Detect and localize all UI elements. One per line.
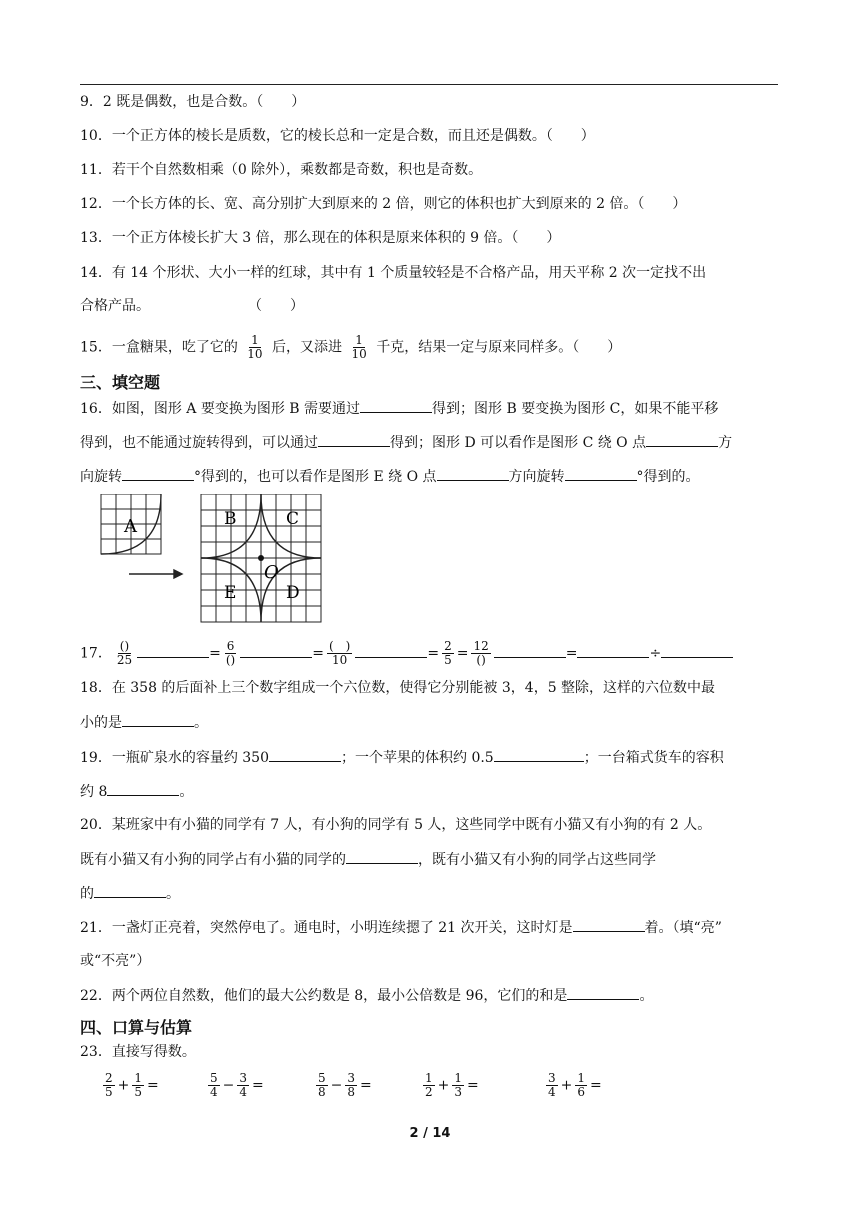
answer-blank[interactable] xyxy=(567,985,639,1000)
label-b: B xyxy=(224,509,237,529)
frac-a xyxy=(546,1072,558,1099)
num: 3 xyxy=(548,1071,556,1085)
divide-sign: ÷ xyxy=(649,645,662,662)
frac-b xyxy=(575,1072,587,1099)
question-16-line3 xyxy=(80,466,700,487)
question-22 xyxy=(80,985,653,1006)
num: 3 xyxy=(239,1071,248,1085)
num: 3 xyxy=(347,1071,356,1085)
equals-sign: = xyxy=(456,645,469,662)
label-o: O xyxy=(264,562,279,583)
answer-blank[interactable] xyxy=(646,432,718,447)
q17-f5-num: 12 xyxy=(473,639,489,653)
label-c: C xyxy=(286,509,300,529)
question-19-line2 xyxy=(80,781,193,802)
q16-l2b: 得到；图形 D 可以看作是图形 C 绕 O 点 xyxy=(390,435,647,451)
q20-l3a: 的 xyxy=(80,886,94,902)
den: 2 xyxy=(425,1085,433,1099)
header-rule xyxy=(80,84,778,85)
operator: + xyxy=(437,1077,450,1094)
q17-f2-den: () xyxy=(225,653,236,667)
question-9: 9．2 既是偶数，也是合数。（ ） xyxy=(80,94,306,110)
frac-b xyxy=(345,1072,357,1099)
q15-text-post: 千克，结果一定与原来同样多。（ ） xyxy=(376,339,622,356)
q22-end: 。 xyxy=(639,988,654,1004)
section-4-heading: 四、口算与估算 xyxy=(80,1018,193,1037)
question-18-line2 xyxy=(80,712,208,733)
q21-l1a: 21．一盏灯正亮着，突然停电了。通电时，小明连续摁了 21 次开关，这时灯是 xyxy=(80,920,573,936)
q17-f1-den: 25 xyxy=(116,653,133,667)
frac-b xyxy=(452,1072,464,1099)
label-a: A xyxy=(124,516,137,537)
equals-sign: = xyxy=(209,645,221,662)
q16-l3d: °得到的。 xyxy=(636,469,700,485)
arith-item xyxy=(543,1072,602,1099)
section-3-heading: 三、填空题 xyxy=(80,373,161,392)
q16-l1a: 16．如图，图形 A 要变换为图形 B 需要通过 xyxy=(80,401,361,417)
question-19-line1 xyxy=(80,747,724,768)
q19-l1b: ；一个苹果的体积约 0.5 xyxy=(341,750,494,766)
answer-blank[interactable] xyxy=(494,643,566,658)
answer-blank[interactable] xyxy=(137,643,209,658)
question-23: 23．直接写得数。 xyxy=(80,1044,196,1060)
arith-item xyxy=(313,1072,372,1099)
den: 4 xyxy=(548,1085,556,1099)
q15-text-pre: 15．一盒糖果，吃了它的 xyxy=(80,339,238,356)
operator: + xyxy=(560,1077,573,1094)
q22-text: 22．两个两位自然数，他们的最大公约数是 8，最小公倍数是 96，它们的和是 xyxy=(80,988,568,1004)
answer-blank[interactable] xyxy=(577,643,649,658)
page-number: 2 / 14 xyxy=(409,1126,451,1141)
question-18-line1: 18．在 358 的后面补上三个数字组成一个六位数，使得它分别能被 3，4，5 整除，这样的六位数中最 xyxy=(80,680,716,696)
answer-blank[interactable] xyxy=(122,712,194,727)
q18-l2b: 。 xyxy=(194,715,208,731)
question-14-line2: 合格产品。 （ ） xyxy=(80,298,304,314)
den: 4 xyxy=(210,1085,218,1099)
q17-label: 17． xyxy=(80,645,112,662)
question-11: 11．若干个自然数相乘（0 除外），乘数都是奇数，积也是奇数。 xyxy=(80,162,483,178)
question-16-line2 xyxy=(80,432,732,453)
den: 4 xyxy=(239,1085,248,1099)
q16-l3a: 向旋转 xyxy=(80,469,122,485)
answer-blank[interactable] xyxy=(360,398,432,413)
q17-frac-4 xyxy=(442,640,454,667)
answer-blank[interactable] xyxy=(94,883,166,898)
q15-fraction-1 xyxy=(245,334,264,361)
answer-blank[interactable] xyxy=(122,466,194,481)
equals-sign: = xyxy=(360,1077,372,1094)
q20-l2b: ，既有小猫又有小狗的同学占这些同学 xyxy=(418,852,656,868)
q18-l2a: 小的是 xyxy=(80,715,122,731)
num: 1 xyxy=(454,1071,463,1085)
answer-blank[interactable] xyxy=(107,781,179,796)
q15-frac1-den: 10 xyxy=(247,347,263,361)
q17-frac-3 xyxy=(327,640,352,667)
operator: − xyxy=(330,1077,343,1094)
equals-sign: = xyxy=(565,645,578,662)
den: 3 xyxy=(454,1085,463,1099)
question-13: 13．一个正方体棱长扩大 3 倍，那么现在的体积是原来体积的 9 倍。（ ） xyxy=(80,230,561,246)
q17-f3-num: ( ) xyxy=(328,639,351,653)
question-16-line1 xyxy=(80,398,718,419)
operator: − xyxy=(222,1077,235,1094)
q15-frac1-num: 1 xyxy=(251,333,259,347)
frac-b xyxy=(132,1072,144,1099)
q15-frac2-num: 1 xyxy=(355,333,363,347)
q16-l1b: 得到；图形 B 要变换为图形 C，如果不能平移 xyxy=(432,401,719,417)
question-21-line1 xyxy=(80,917,722,938)
answer-blank[interactable] xyxy=(437,466,509,481)
den: 5 xyxy=(105,1085,113,1099)
question-14-line1: 14．有 14 个形状、大小一样的红球，其中有 1 个质量较轻是不合格产品，用天平称 2 次一定找不出 xyxy=(80,265,707,281)
q20-l2a: 既有小猫又有小狗的同学占有小猫的同学的 xyxy=(80,852,346,868)
equals-sign: = xyxy=(427,645,440,662)
q17-f4-num: 2 xyxy=(444,639,452,653)
num: 5 xyxy=(318,1071,326,1085)
q19-l2a: 约 8 xyxy=(80,784,108,800)
q16-l2c: 方 xyxy=(718,435,733,451)
question-20-line2 xyxy=(80,849,656,870)
frac-b xyxy=(237,1072,249,1099)
q16-l2a: 得到，也不能通过旋转得到，可以通过 xyxy=(80,435,318,451)
equals-sign: = xyxy=(467,1077,479,1094)
answer-blank[interactable] xyxy=(565,466,637,481)
arith-item xyxy=(205,1072,264,1099)
den: 8 xyxy=(347,1085,356,1099)
point-o xyxy=(258,555,264,561)
q20-l3b: 。 xyxy=(166,886,180,902)
question-20-line3 xyxy=(80,883,180,904)
q21-l1b: 着。（填“亮” xyxy=(644,920,722,936)
q17-frac-5 xyxy=(471,640,490,667)
frac-a xyxy=(316,1072,328,1099)
q16-l3b: °得到的，也可以看作是图形 E 绕 O 点 xyxy=(194,469,437,485)
num: 1 xyxy=(134,1071,143,1085)
arith-item xyxy=(420,1072,479,1099)
equals-sign: = xyxy=(312,645,324,662)
q17-f5-den: () xyxy=(476,653,486,667)
q17-frac-1 xyxy=(115,640,134,667)
q15-text-mid: 后，又添进 xyxy=(272,339,343,356)
equals-sign: = xyxy=(147,1077,159,1094)
label-e: E xyxy=(224,583,237,603)
question-21-line2: 或“不亮”） xyxy=(80,953,151,969)
q16-figure xyxy=(96,494,336,630)
arith-item xyxy=(100,1072,159,1099)
frac-a xyxy=(423,1072,435,1099)
q19-l2b: 。 xyxy=(179,784,194,800)
q15-frac2-den: 10 xyxy=(351,347,367,361)
q19-l1a: 19．一瓶矿泉水的容量约 350 xyxy=(80,750,269,766)
num: 5 xyxy=(210,1071,218,1085)
answer-blank[interactable] xyxy=(494,747,584,762)
answer-blank[interactable] xyxy=(355,643,427,658)
question-15 xyxy=(80,334,621,361)
q17-f4-den: 5 xyxy=(444,653,452,667)
q19-l1c: ；一台箱式货车的容积 xyxy=(583,750,724,766)
frac-a xyxy=(103,1072,115,1099)
answer-blank[interactable] xyxy=(240,643,312,658)
question-10: 10．一个正方体的棱长是质数，它的棱长总和一定是合数，而且还是偶数。（ ） xyxy=(80,128,595,144)
num: 1 xyxy=(425,1071,433,1085)
q15-fraction-2 xyxy=(349,334,368,361)
answer-blank[interactable] xyxy=(573,917,645,932)
equals-sign: = xyxy=(590,1077,602,1094)
question-17 xyxy=(80,640,733,667)
arrow-right-icon xyxy=(129,570,182,578)
q17-f3-den: 10 xyxy=(332,653,348,667)
answer-blank[interactable] xyxy=(661,643,733,658)
label-d: D xyxy=(286,583,300,603)
num: 2 xyxy=(105,1071,113,1085)
answer-blank[interactable] xyxy=(346,849,418,864)
q17-frac-2 xyxy=(224,640,237,667)
q17-f1-num: () xyxy=(119,639,130,653)
equals-sign: = xyxy=(252,1077,264,1094)
den: 5 xyxy=(134,1085,143,1099)
question-12: 12．一个长方体的长、宽、高分别扩大到原来的 2 倍，则它的体积也扩大到原来的 2 倍。（ ） xyxy=(80,196,687,212)
num: 1 xyxy=(577,1071,586,1085)
den: 8 xyxy=(318,1085,326,1099)
q16-l3c: 方向旋转 xyxy=(508,469,565,485)
frac-a xyxy=(208,1072,220,1099)
answer-blank[interactable] xyxy=(318,432,390,447)
q17-f2-num: 6 xyxy=(226,639,235,653)
answer-blank[interactable] xyxy=(269,747,341,762)
den: 6 xyxy=(577,1085,586,1099)
operator: + xyxy=(117,1077,130,1094)
question-20-line1: 20．某班家中有小猫的同学有 7 人，有小狗的同学有 5 人，这些同学中既有小猫又有小狗的有 2 人。 xyxy=(80,817,712,833)
